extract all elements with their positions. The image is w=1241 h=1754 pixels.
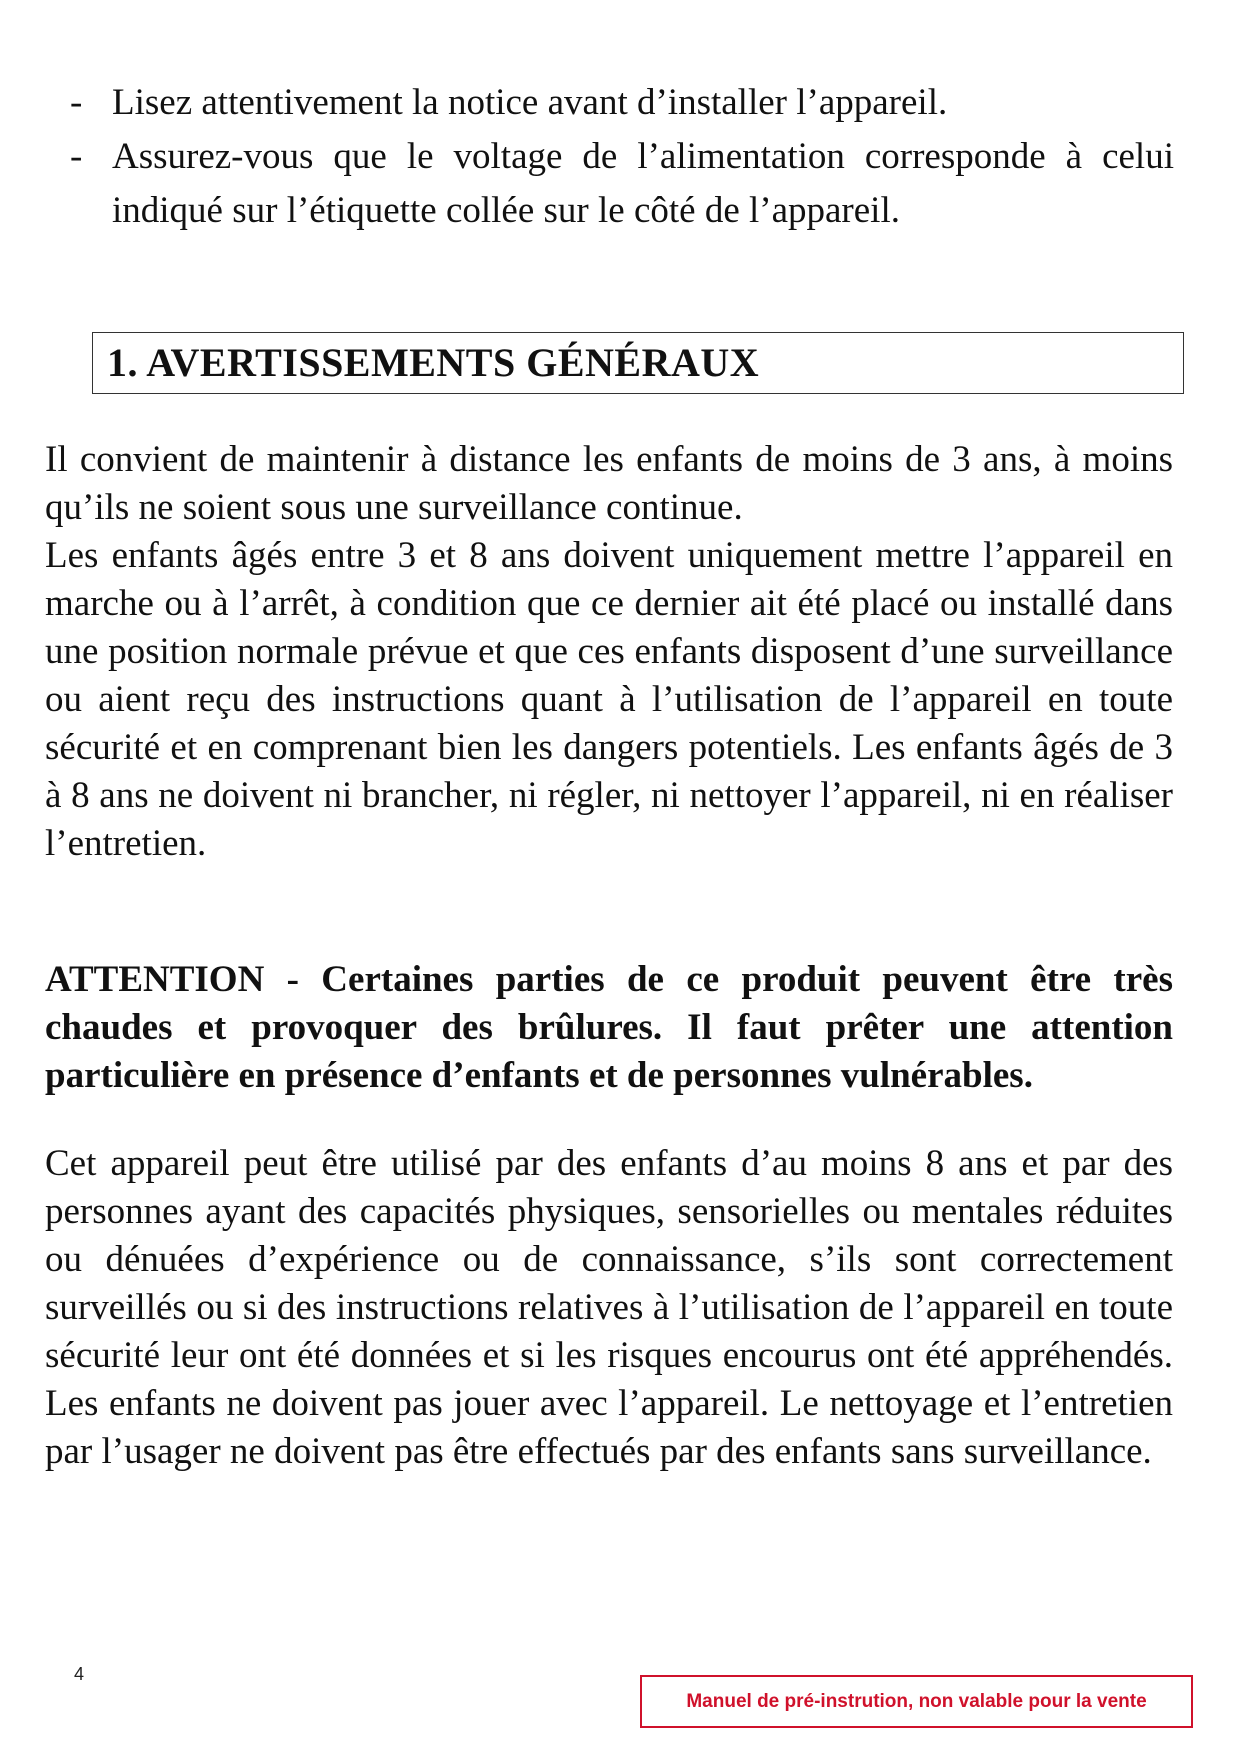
section-heading-box <box>92 332 1184 394</box>
paragraph-children-3-to-8: Les enfants âgés entre 3 et 8 ans doivent uniquement mettre l’appareil en marche ou à l’arrêt, à condition que ce dernier ait été placé ou installé dans une position normale prévue et que ces enfants disposent d’une surveillance ou aient reçu des instructions quant à l’utilisation de l’appareil en toute sécurité et en comprenant bien les dangers potentiels. Les enfants âgés de 3 à 8 ans ne doivent ni brancher, ni régler, ni nettoyer l’appareil, ni en réaliser l’entretien. <box>45 535 1173 864</box>
page-number: 4 <box>74 1664 85 1684</box>
bullet-text: Lisez attentivement la notice avant d’installer l’appareil. <box>112 82 948 123</box>
paragraph-usage-conditions: Cet appareil peut être utilisé par des enfants d’au moins 8 ans et par des personnes ayant des capacités physiques, sensorielles ou mentales réduites ou dénuées d’expérience ou de connaissance, s’ils sont correctement surveillés ou si des instructions relatives à l’utilisation de l’appareil en toute sécurité leur ont été données et si les risques encourus ont été appréhendés. Les enfants ne doivent pas jouer avec l’appareil. Le nettoyage et l’entretien par l’usager ne doivent pas être effectués par des enfants sans surveillance. <box>45 1143 1173 1472</box>
intro-bullet-list <box>70 76 1174 238</box>
bullet-dash: - <box>70 82 83 123</box>
bullet-dash: - <box>70 136 83 177</box>
bullet-text: Assurez-vous que le voltage de l’alimentation corresponde à celui indiqué sur l’étiquette collée sur le côté de l’appareil. <box>112 136 1174 231</box>
bullet-check-voltage <box>70 130 1174 238</box>
bullet-read-manual <box>70 76 1174 130</box>
paragraph-children-supervision: Il convient de maintenir à distance les enfants de moins de 3 ans, à moins qu’ils ne soient sous une surveillance continue. <box>45 439 1173 528</box>
section-title: 1. AVERTISSEMENTS GÉNÉRAUX <box>107 340 760 385</box>
attention-warning: ATTENTION - Certaines parties de ce produit peuvent être très chaudes et provoquer des brûlures. Il faut prêter une attention particulière en présence d’enfants et de personnes vulnérables. <box>45 959 1173 1096</box>
pre-instruction-stamp: Manuel de pré-instrution, non valable pour la vente <box>640 1675 1193 1728</box>
